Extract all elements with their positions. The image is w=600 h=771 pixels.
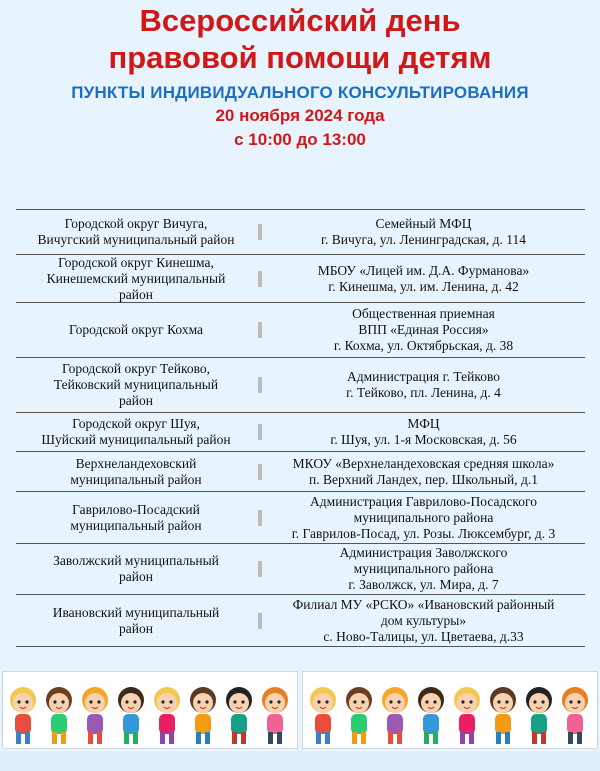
- location-line: Филиал МУ «РСКО» «Ивановский районный: [292, 596, 555, 612]
- subtitle: ПУНКТЫ ИНДИВИДУАЛЬНОГО КОНСУЛЬТИРОВАНИЯ: [71, 83, 529, 102]
- table-row: [16, 358, 585, 413]
- child-figure: [46, 687, 72, 744]
- location-cell: [262, 304, 585, 356]
- table-row: [16, 452, 585, 492]
- location-line: МФЦ: [407, 416, 440, 431]
- district-line: Шуйский муниципальный район: [41, 432, 231, 447]
- district-line: Кинешемский муниципальный: [46, 270, 226, 286]
- child-figure: [10, 687, 36, 744]
- children-icon: [303, 672, 598, 748]
- child-figure: [562, 687, 588, 744]
- location-line: МБОУ «Лицей им. Д.А. Фурманова»: [317, 262, 530, 278]
- district-line: Городской округ Кинешма,: [58, 254, 214, 270]
- header: [0, 0, 600, 152]
- district-line: Тейковский муниципальный: [53, 377, 219, 392]
- bottom-band: [0, 751, 600, 771]
- child-figure: [490, 687, 516, 744]
- district-line: Городской округ Кохма: [68, 322, 204, 337]
- child-figure: [310, 687, 336, 744]
- location-cell: [262, 492, 585, 544]
- table-row: [16, 492, 585, 544]
- child-figure: [190, 687, 216, 744]
- location-cell: [262, 214, 585, 250]
- district-cell: [16, 253, 256, 305]
- child-figure: [118, 687, 144, 744]
- location-line: г. Тейково, пл. Ленина, д. 4: [346, 385, 501, 400]
- district-line: район: [119, 569, 153, 584]
- location-cell: [262, 454, 585, 490]
- location-line: Администрация Гаврилово-Посадского: [310, 493, 537, 509]
- child-figure: [382, 687, 408, 744]
- location-line: дом культуры»: [380, 612, 467, 628]
- table-row: [16, 413, 585, 452]
- district-cell: [16, 454, 256, 490]
- children-panel-right: [302, 671, 598, 749]
- location-line: ВПП «Единая Россия»: [358, 322, 489, 337]
- location-line: г. Гаврилов-Посад, ул. Розы. Люксембург, д. 3: [291, 525, 556, 541]
- district-line: Городской округ Шуя,: [72, 416, 200, 431]
- district-line: Верхнеландеховский: [75, 455, 197, 471]
- location-line: г. Кинешма, ул. им. Ленина, д. 42: [328, 278, 519, 294]
- location-line: г. Шуя, ул. 1-я Московская, д. 56: [330, 432, 517, 447]
- location-line: Семейный МФЦ: [375, 216, 472, 231]
- child-figure: [526, 687, 552, 744]
- consultation-points-table: [16, 209, 585, 647]
- table-row: [16, 255, 585, 303]
- event-date: 20 ноября 2024 года: [215, 106, 385, 125]
- table-row: [16, 303, 585, 358]
- table-row: [16, 544, 585, 595]
- location-cell: [262, 543, 585, 595]
- location-line: г. Вичуга, ул. Ленинградская, д. 114: [321, 232, 526, 247]
- child-figure: [154, 687, 180, 744]
- child-figure: [262, 687, 288, 744]
- location-line: г. Кохма, ул. Октябрьская, д. 38: [333, 338, 514, 353]
- district-cell: [16, 414, 256, 450]
- district-cell: [16, 320, 256, 340]
- event-time: с 10:00 до 13:00: [234, 130, 366, 149]
- location-line: п. Верхний Ландех, пер. Школьный, д.1: [308, 471, 538, 487]
- district-cell: [16, 603, 256, 639]
- location-line: с. Ново-Талицы, ул. Цветаева, д.33: [323, 628, 524, 644]
- location-cell: [262, 414, 585, 450]
- child-figure: [82, 687, 108, 744]
- district-line: район: [119, 286, 153, 302]
- district-line: Городской округ Тейково,: [61, 361, 211, 376]
- title-line-1: Всероссийский день: [139, 3, 461, 38]
- district-cell: [16, 551, 256, 587]
- district-line: муниципальный район: [70, 471, 202, 487]
- district-cell: [16, 214, 256, 250]
- district-line: район: [119, 620, 153, 636]
- location-cell: [262, 367, 585, 403]
- location-cell: [262, 595, 585, 647]
- location-line: муниципального района: [353, 561, 494, 576]
- location-line: г. Заволжск, ул. Мира, д. 7: [348, 577, 499, 592]
- location-line: Общественная приемная: [352, 306, 495, 321]
- children-panel-left: [2, 671, 298, 749]
- district-line: район: [119, 393, 153, 408]
- district-cell: [16, 359, 256, 411]
- table-row: [16, 210, 585, 255]
- children-icon: [3, 672, 298, 748]
- district-line: Городской округ Вичуга,: [64, 216, 208, 231]
- location-cell: [262, 261, 585, 297]
- district-cell: [16, 500, 256, 536]
- footer-illustration: [0, 671, 600, 751]
- table-row: [16, 595, 585, 647]
- location-line: Администрация г. Тейково: [346, 369, 501, 384]
- district-line: Ивановский муниципальный: [52, 604, 220, 620]
- location-line: муниципального района: [353, 509, 494, 525]
- child-figure: [454, 687, 480, 744]
- location-line: Администрация Заволжского: [339, 545, 508, 560]
- child-figure: [226, 687, 252, 744]
- child-figure: [346, 687, 372, 744]
- title-line-2: правовой помощи детям: [108, 40, 492, 75]
- district-line: Гаврилово-Посадский: [72, 501, 200, 517]
- child-figure: [418, 687, 444, 744]
- district-line: Заволжский муниципальный: [53, 553, 219, 568]
- district-line: муниципальный район: [70, 517, 202, 533]
- district-line: Вичугский муниципальный район: [37, 232, 235, 247]
- location-line: МКОУ «Верхнеландеховская средняя школа»: [292, 455, 555, 471]
